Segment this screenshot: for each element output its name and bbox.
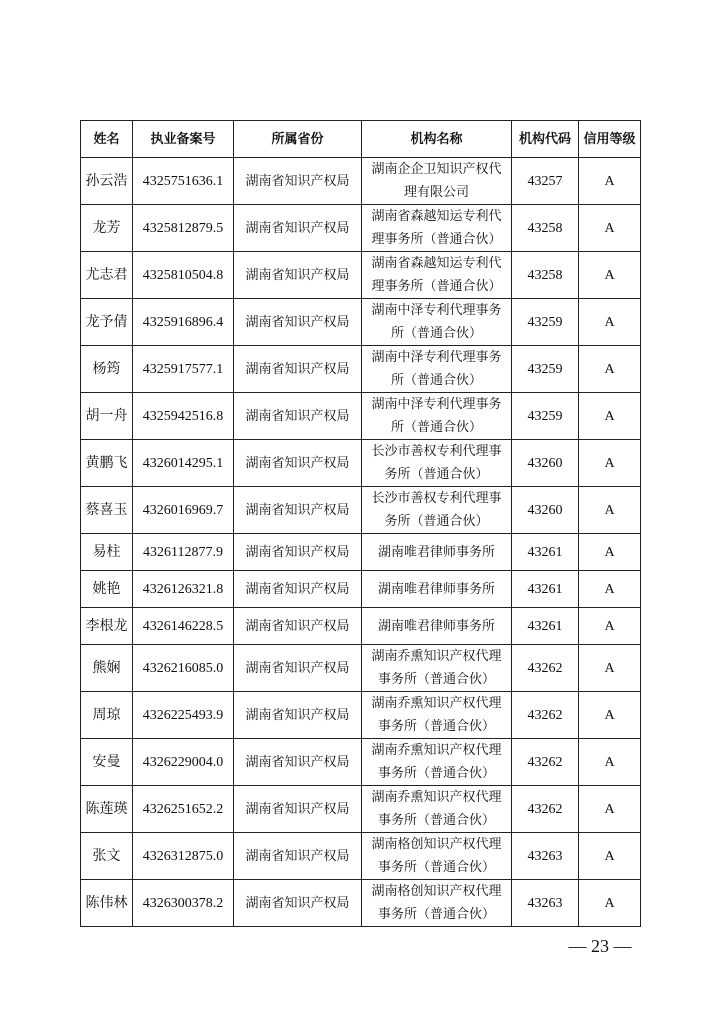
table-row (81, 393, 641, 440)
cell-agency-code: 43260 (512, 440, 579, 487)
table-row (81, 571, 641, 608)
table-row (81, 739, 641, 786)
table-row (81, 487, 641, 534)
cell-credit-rating: A (579, 393, 641, 440)
cell-name: 周琼 (81, 692, 133, 739)
cell-registration-no: 4326300378.2 (133, 880, 234, 927)
cell-agency-name: 长沙市善权专利代理事务所（普通合伙） (362, 487, 512, 534)
cell-registration-no: 4325942516.8 (133, 393, 234, 440)
cell-agency-name: 湖南唯君律师事务所 (362, 608, 512, 645)
cell-agency-code: 43262 (512, 692, 579, 739)
cell-credit-rating: A (579, 571, 641, 608)
header-row (81, 121, 641, 158)
cell-credit-rating: A (579, 534, 641, 571)
cell-agency-code: 43262 (512, 645, 579, 692)
cell-name: 黄鹏飞 (81, 440, 133, 487)
cell-name: 张文 (81, 833, 133, 880)
table-row (81, 786, 641, 833)
cell-province: 湖南省知识产权局 (234, 158, 362, 205)
table-body (81, 158, 641, 927)
cell-province: 湖南省知识产权局 (234, 692, 362, 739)
cell-credit-rating: A (579, 299, 641, 346)
cell-agency-code: 43258 (512, 205, 579, 252)
cell-agency-code: 43260 (512, 487, 579, 534)
cell-registration-no: 4326146228.5 (133, 608, 234, 645)
cell-credit-rating: A (579, 205, 641, 252)
cell-agency-code: 43259 (512, 299, 579, 346)
cell-registration-no: 4326126321.8 (133, 571, 234, 608)
table-row (81, 205, 641, 252)
cell-agency-name: 湖南省森越知运专利代理事务所（普通合伙） (362, 205, 512, 252)
cell-credit-rating: A (579, 833, 641, 880)
cell-name: 尤志君 (81, 252, 133, 299)
cell-agency-code: 43258 (512, 252, 579, 299)
table-row (81, 833, 641, 880)
cell-agency-name: 湖南乔熏知识产权代理事务所（普通合伙） (362, 739, 512, 786)
cell-name: 陈莲瑛 (81, 786, 133, 833)
table-row (81, 346, 641, 393)
cell-name: 蔡喜玉 (81, 487, 133, 534)
col-header-credit-rating: 信用等级 (579, 121, 641, 158)
cell-province: 湖南省知识产权局 (234, 252, 362, 299)
cell-name: 杨筠 (81, 346, 133, 393)
cell-agency-code: 43259 (512, 393, 579, 440)
table-row (81, 440, 641, 487)
cell-province: 湖南省知识产权局 (234, 346, 362, 393)
page-number: — 23 — (568, 936, 632, 956)
cell-credit-rating: A (579, 739, 641, 786)
cell-agency-name: 湖南格创知识产权代理事务所（普通合伙） (362, 880, 512, 927)
table-row (81, 880, 641, 927)
cell-registration-no: 4326229004.0 (133, 739, 234, 786)
cell-registration-no: 4325751636.1 (133, 158, 234, 205)
cell-province: 湖南省知识产权局 (234, 205, 362, 252)
cell-registration-no: 4326251652.2 (133, 786, 234, 833)
cell-credit-rating: A (579, 346, 641, 393)
table-row (81, 645, 641, 692)
cell-registration-no: 4325917577.1 (133, 346, 234, 393)
cell-agency-code: 43263 (512, 880, 579, 927)
col-header-registration-no: 执业备案号 (133, 121, 234, 158)
cell-agency-name: 湖南企企卫知识产权代理有限公司 (362, 158, 512, 205)
cell-agency-code: 43262 (512, 739, 579, 786)
cell-province: 湖南省知识产权局 (234, 880, 362, 927)
cell-name: 龙予倩 (81, 299, 133, 346)
cell-agency-name: 湖南省森越知运专利代理事务所（普通合伙） (362, 252, 512, 299)
col-header-agency-name: 机构名称 (362, 121, 512, 158)
cell-province: 湖南省知识产权局 (234, 786, 362, 833)
cell-agency-code: 43262 (512, 786, 579, 833)
cell-registration-no: 4325810504.8 (133, 252, 234, 299)
cell-name: 龙芳 (81, 205, 133, 252)
cell-agency-name: 长沙市善权专利代理事务所（普通合伙） (362, 440, 512, 487)
cell-agency-name: 湖南中泽专利代理事务所（普通合伙） (362, 393, 512, 440)
cell-registration-no: 4326225493.9 (133, 692, 234, 739)
cell-registration-no: 4326014295.1 (133, 440, 234, 487)
cell-name: 安曼 (81, 739, 133, 786)
table-row (81, 608, 641, 645)
cell-province: 湖南省知识产权局 (234, 571, 362, 608)
cell-name: 熊娴 (81, 645, 133, 692)
cell-province: 湖南省知识产权局 (234, 534, 362, 571)
cell-name: 李根龙 (81, 608, 133, 645)
cell-province: 湖南省知识产权局 (234, 645, 362, 692)
table-row (81, 252, 641, 299)
cell-credit-rating: A (579, 487, 641, 534)
cell-agency-code: 43261 (512, 534, 579, 571)
col-header-province: 所属省份 (234, 121, 362, 158)
registry-table (80, 120, 641, 927)
cell-agency-name: 湖南唯君律师事务所 (362, 571, 512, 608)
cell-credit-rating: A (579, 440, 641, 487)
cell-registration-no: 4326216085.0 (133, 645, 234, 692)
cell-province: 湖南省知识产权局 (234, 608, 362, 645)
cell-registration-no: 4326016969.7 (133, 487, 234, 534)
cell-agency-code: 43263 (512, 833, 579, 880)
cell-credit-rating: A (579, 692, 641, 739)
cell-credit-rating: A (579, 880, 641, 927)
cell-credit-rating: A (579, 608, 641, 645)
cell-agency-code: 43259 (512, 346, 579, 393)
cell-credit-rating: A (579, 158, 641, 205)
cell-province: 湖南省知识产权局 (234, 393, 362, 440)
cell-credit-rating: A (579, 786, 641, 833)
table-row (81, 299, 641, 346)
table-row (81, 692, 641, 739)
cell-agency-code: 43261 (512, 608, 579, 645)
cell-agency-name: 湖南乔熏知识产权代理事务所（普通合伙） (362, 786, 512, 833)
col-header-agency-code: 机构代码 (512, 121, 579, 158)
cell-province: 湖南省知识产权局 (234, 299, 362, 346)
cell-registration-no: 4325812879.5 (133, 205, 234, 252)
col-header-name: 姓名 (81, 121, 133, 158)
cell-registration-no: 4326312875.0 (133, 833, 234, 880)
cell-agency-name: 湖南乔熏知识产权代理事务所（普通合伙） (362, 645, 512, 692)
cell-credit-rating: A (579, 645, 641, 692)
cell-agency-name: 湖南乔熏知识产权代理事务所（普通合伙） (362, 692, 512, 739)
cell-agency-name: 湖南唯君律师事务所 (362, 534, 512, 571)
cell-province: 湖南省知识产权局 (234, 440, 362, 487)
cell-registration-no: 4326112877.9 (133, 534, 234, 571)
cell-name: 胡一舟 (81, 393, 133, 440)
cell-province: 湖南省知识产权局 (234, 487, 362, 534)
cell-credit-rating: A (579, 252, 641, 299)
cell-agency-name: 湖南中泽专利代理事务所（普通合伙） (362, 346, 512, 393)
cell-registration-no: 4325916896.4 (133, 299, 234, 346)
cell-agency-code: 43261 (512, 571, 579, 608)
cell-name: 陈伟林 (81, 880, 133, 927)
cell-agency-code: 43257 (512, 158, 579, 205)
cell-agency-name: 湖南中泽专利代理事务所（普通合伙） (362, 299, 512, 346)
table-row (81, 534, 641, 571)
cell-name: 姚艳 (81, 571, 133, 608)
table-row (81, 158, 641, 205)
cell-province: 湖南省知识产权局 (234, 833, 362, 880)
cell-agency-name: 湖南格创知识产权代理事务所（普通合伙） (362, 833, 512, 880)
cell-name: 孙云浩 (81, 158, 133, 205)
cell-name: 易柱 (81, 534, 133, 571)
cell-province: 湖南省知识产权局 (234, 739, 362, 786)
